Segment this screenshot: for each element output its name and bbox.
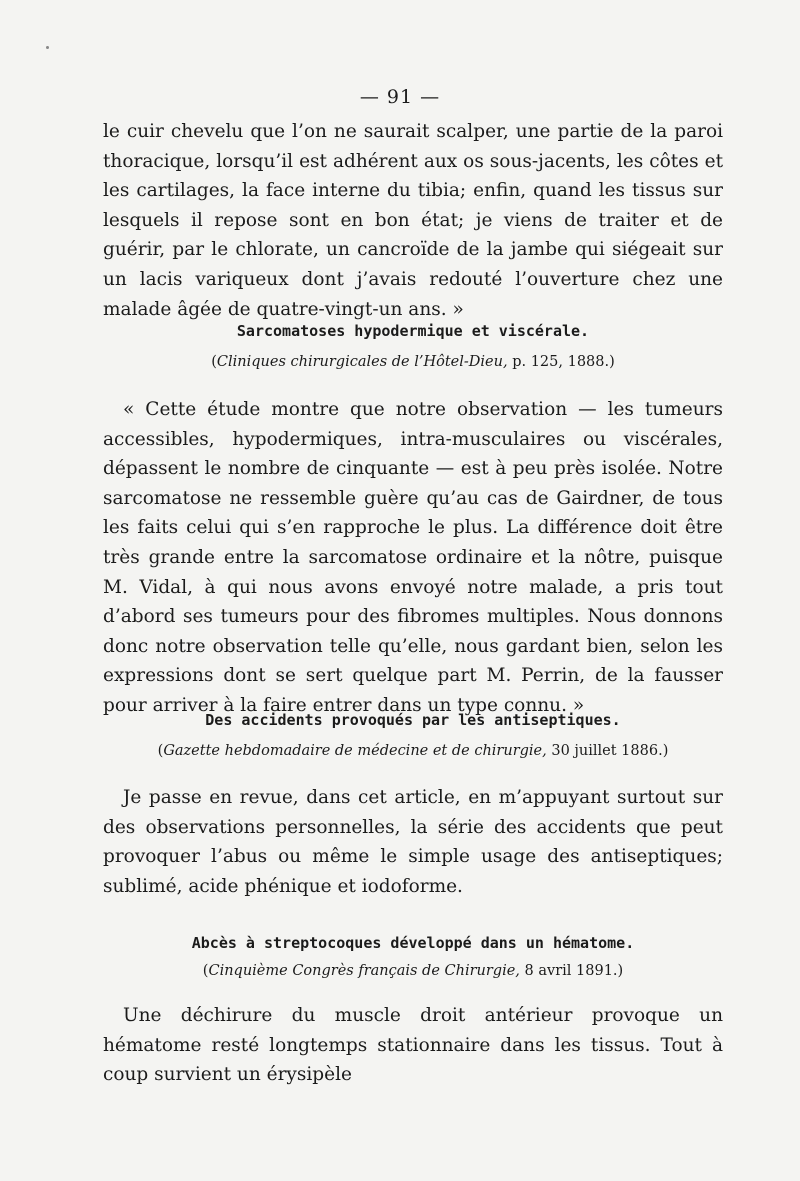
source-title: Gazette hebdomadaire de médecine et de chirurgie,: [163, 743, 547, 759]
intro-paragraph: le cuir chevelu que l’on ne saurait scalper, une partie de la paroi thoracique, lorsqu’il est adhérent aux os sous-jacents, les côtes et les cartilages, la face interne du tibia; enfin, quand les tissus sur lesquels il repose sont en bon état; je viens de traiter et de guérir, par le chlorate, un cancroïde de la jambe qui siégeait sur un lacis variqueux dont j’avais redouté l’ouverture chez une malade âgée de quatre-vingt-un ans. »: [103, 121, 723, 320]
paper-speck: [46, 46, 49, 49]
source-open: (: [202, 963, 209, 979]
sarcomatoses-paragraph: « Cette étude montre que notre observation — les tumeurs accessibles, hypodermiques, intra-musculaires ou viscérales, dépassent le nombre de cinquante — est à peu près isolée. Notre sarcomatose ne ressemble guère qu’au cas de Gairdner, de tous les faits celui qui s’en rapproche le plus. La différence doit être très grande entre la sarcomatose ordinaire et la nôtre, puisque M. Vidal, à qui nous avons envoyé notre malade, a pris tout d’abord ses tumeurs pour des fibromes multiples. Nous donnons donc notre observation telle qu’elle, nous gardant bien, selon les expressions dont se sert quelque part M. Perrin, de la fausser pour arriver à la faire entrer dans un type connu. »: [103, 399, 723, 716]
accidents-paragraph: Je passe en revue, dans cet article, en m’appuyant surtout sur des observations personnelles, la série des accidents que peut provoquer l’abus ou même le simple usage des antiseptiques; sublimé, acide phénique et iodoforme.: [103, 787, 723, 897]
section-source-sarcomatoses: [103, 354, 723, 370]
section-source-abces: [103, 963, 723, 979]
source-details: p. 125, 1888.): [507, 354, 615, 370]
source-title: Cinquième Congrès français de Chirurgie,: [208, 963, 520, 979]
section-title-abces: Abcès à streptocoques développé dans un hématome.: [191, 934, 635, 952]
section-title-sarcomatoses: Sarcomatoses hypodermique et viscérale.: [236, 322, 590, 340]
section-source-accidents: [103, 743, 723, 759]
page-number: — 91 —: [359, 86, 441, 108]
section-title-accidents: Des accidents provoqués par les antiseptiques.: [205, 711, 621, 729]
source-open: (: [157, 743, 164, 759]
source-open: (: [211, 354, 217, 370]
abces-paragraph: Une déchirure du muscle droit antérieur provoque un hématome resté longtemps stationnaire dans les tissus. Tout à coup survient un érysipèle: [103, 1005, 723, 1086]
source-details: 8 avril 1891.): [519, 963, 624, 979]
source-title: Cliniques chirurgicales de l’Hôtel-Dieu,: [216, 354, 508, 370]
source-details: 30 juillet 1886.): [546, 743, 669, 759]
